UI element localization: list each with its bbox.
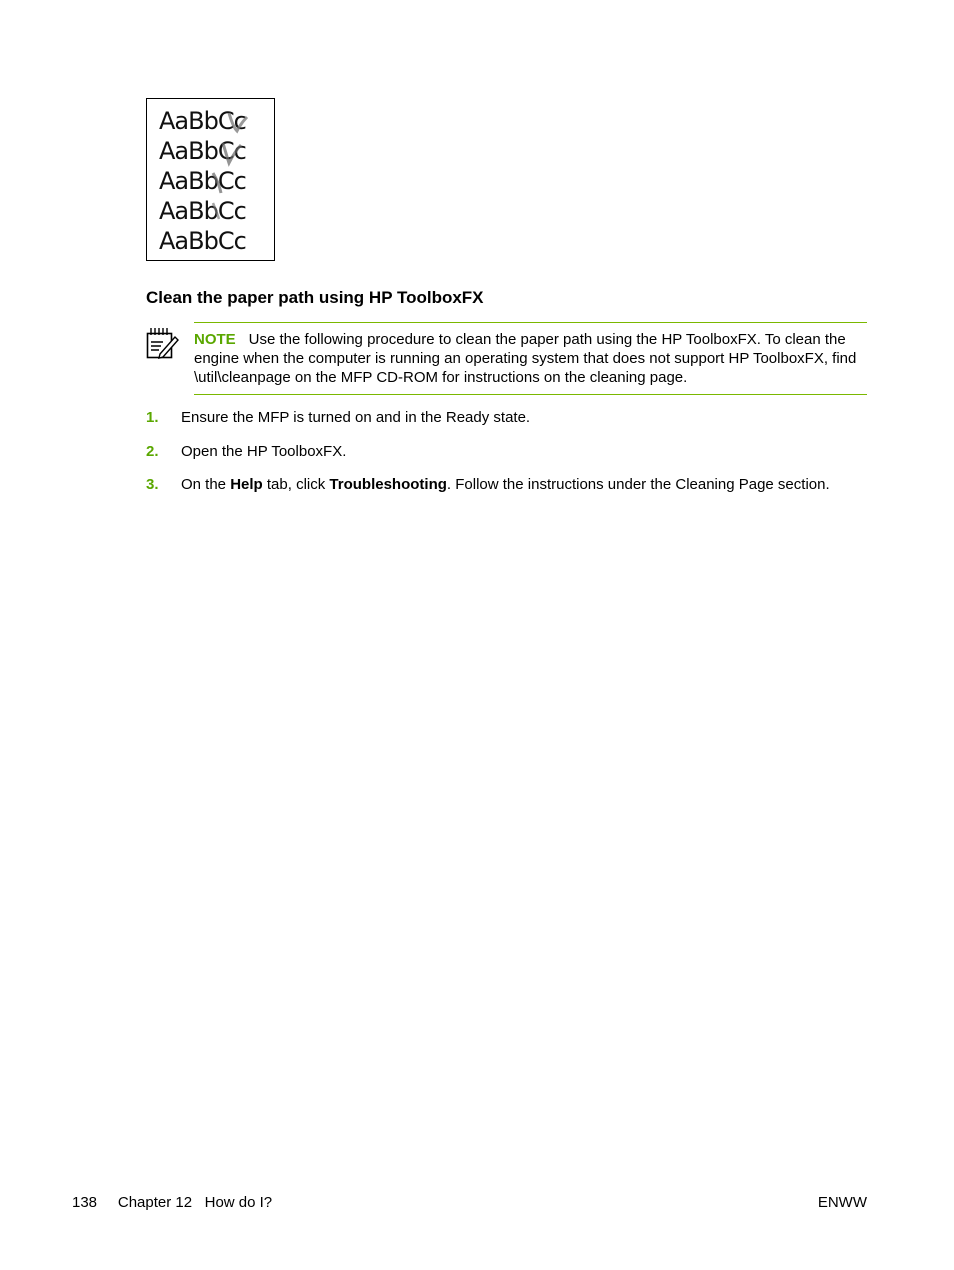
note-pad-icon (146, 326, 179, 360)
sample-line-5: AaBbCc (159, 227, 246, 255)
chapter-title: How do I? (204, 1194, 273, 1211)
step-2 (146, 442, 871, 476)
procedure-steps (146, 408, 871, 509)
note-label: NOTE (194, 331, 236, 348)
step-text: Ensure the MFP is turned on and in the Ready state. (181, 409, 531, 426)
step-number: 2. (146, 442, 159, 460)
section-heading: Clean the paper path using HP ToolboxFX (146, 288, 484, 307)
step-text (181, 475, 830, 495)
sample-line-3: AaBbCc (159, 167, 246, 195)
troubleshooting-term: Troubleshooting (329, 476, 447, 493)
page-number: 138 (72, 1194, 98, 1211)
note-top-rule (194, 322, 867, 323)
sample-line-2: AaBbCc (159, 137, 246, 165)
chapter-label: Chapter 12 (117, 1194, 193, 1211)
step-1 (146, 408, 871, 442)
help-tab-term: Help (230, 476, 263, 493)
step-number: 1. (146, 409, 159, 426)
note-bottom-rule (194, 394, 867, 395)
footer-right: ENWW (817, 1194, 867, 1211)
print-defect-sample-image (146, 98, 275, 261)
step-number: 3. (146, 476, 159, 493)
step-text-mid: tab, click (262, 476, 330, 493)
step-text: Open the HP ToolboxFX. (181, 442, 347, 460)
sample-line-4: AaBbCc (159, 197, 246, 225)
smear-sample-graphic (147, 99, 274, 260)
step-text-post: . Follow the instructions under the Cleaning Page section. (446, 476, 830, 493)
sample-line-1: AaBbCc (159, 107, 246, 135)
note-callout (146, 322, 867, 395)
step-text-pre: On the (181, 476, 231, 493)
note-body (194, 330, 867, 387)
footer-left (72, 1193, 272, 1212)
step-3 (146, 475, 871, 509)
note-text: Use the following procedure to clean the paper path using the HP ToolboxFX. To clean the engine when the computer is running an operating system that does not support HP ToolboxFX, find \util\cleanpage on the MFP CD-ROM for instructions on the cleaning page. (194, 331, 857, 386)
